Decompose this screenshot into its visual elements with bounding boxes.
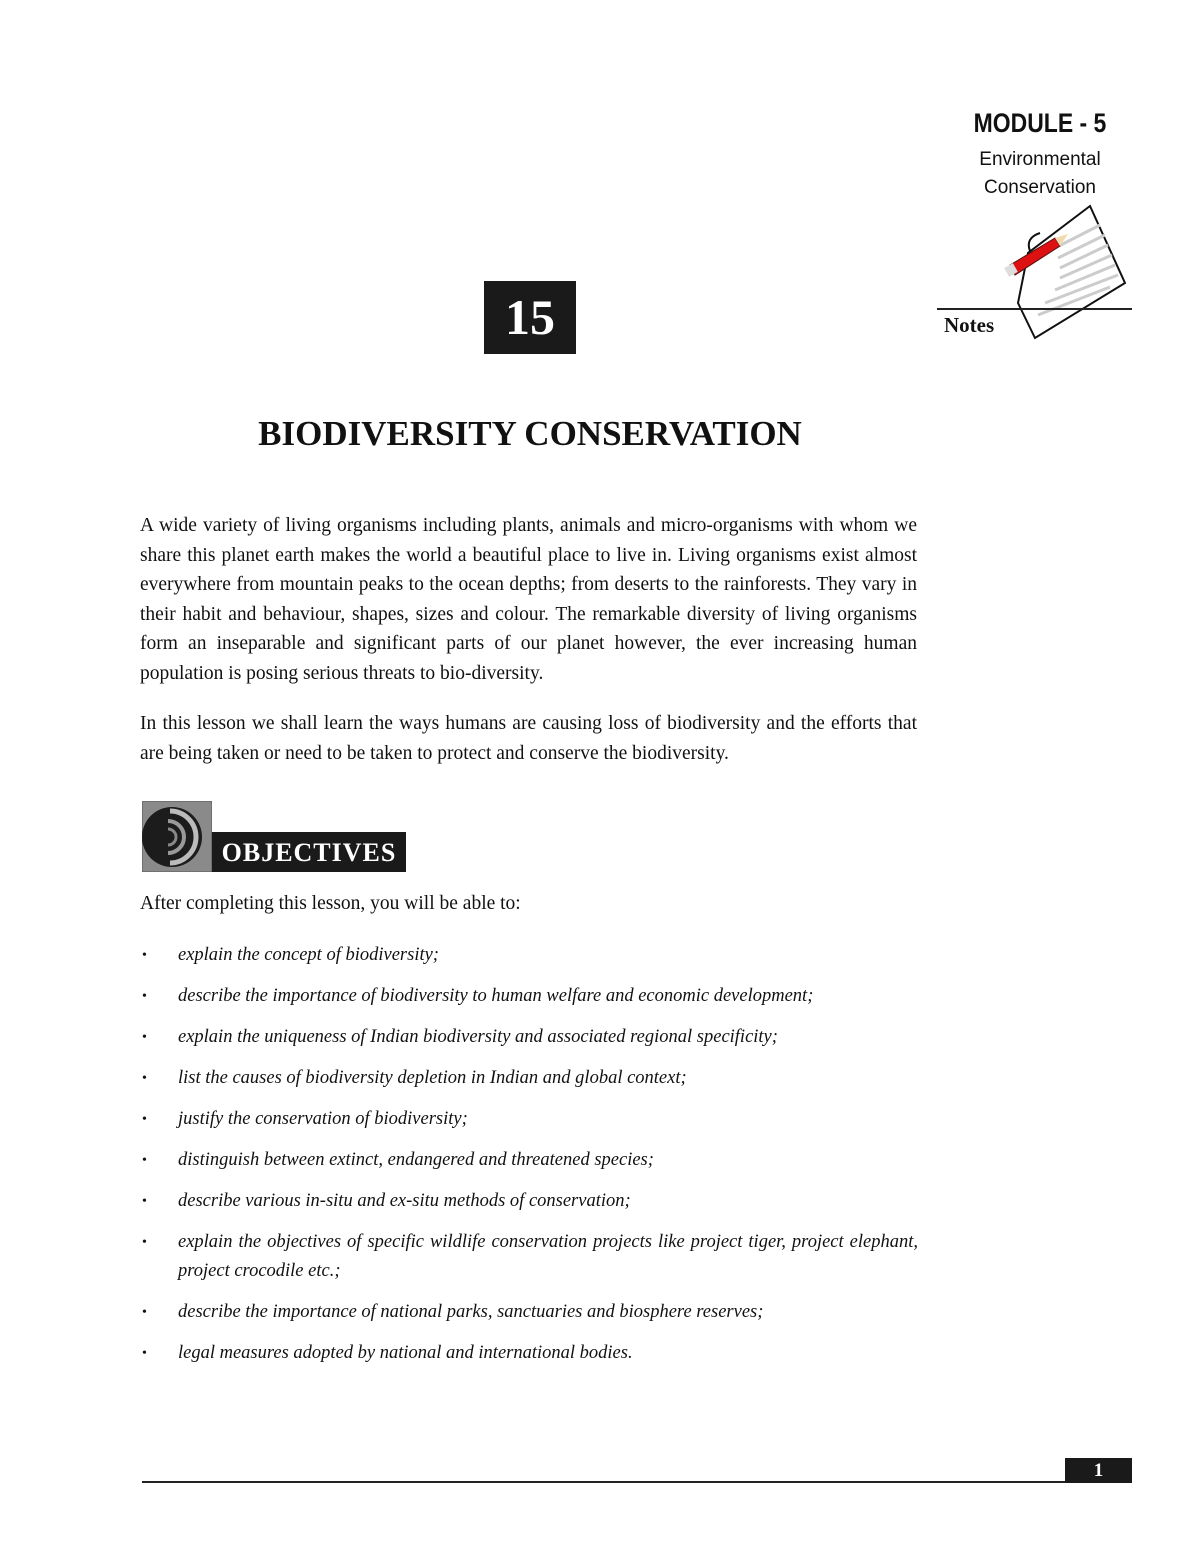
objective-item <box>140 1064 918 1093</box>
intro-paragraph: A wide variety of living organisms including plants, animals and micro-organisms with whom we share this planet earth makes the world a beautiful place to live in. Living organisms exist almost everywhere from mountain peaks to the ocean depths; from deserts to the rainforests. They vary in their habit and behaviour, shapes, sizes and colour. The remarkable diversity of living organisms form an inseparable and significant parts of our planet however, the ever increasing human population is posing serious threats to bio-diversity. <box>140 515 917 684</box>
objective-text: describe the importance of biodiversity to human welfare and economic development; <box>178 986 814 1006</box>
bullet-icon: • <box>142 1030 147 1045</box>
bullet-icon: • <box>142 1153 147 1168</box>
objective-text: describe the importance of national parks, sanctuaries and biosphere reserves; <box>178 1302 764 1322</box>
bullet-icon: • <box>142 948 147 963</box>
objective-text: list the causes of biodiversity depletion in Indian and global context; <box>178 1068 687 1088</box>
module-subtitle-line1: Environmental <box>979 149 1101 170</box>
module-subtitle-line2: Conservation <box>984 177 1096 198</box>
objectives-heading: OBJECTIVES <box>212 832 406 872</box>
bullet-icon: • <box>142 1112 147 1127</box>
objective-item <box>140 1023 918 1052</box>
module-label: MODULE - 5 <box>973 108 1107 138</box>
bullet-icon: • <box>142 1235 147 1250</box>
objective-item <box>140 1339 918 1368</box>
bullet-icon: • <box>142 1346 147 1361</box>
bullet-icon: • <box>142 1305 147 1320</box>
page-title: BIODIVERSITY CONSERVATION <box>258 414 802 453</box>
notes-divider <box>937 308 1132 310</box>
objective-text: explain the concept of biodiversity; <box>178 945 439 965</box>
objective-text: describe various in-situ and ex-situ methods of conservation; <box>178 1191 631 1211</box>
objective-item <box>140 941 918 970</box>
objective-text: legal measures adopted by national and international bodies. <box>178 1343 633 1363</box>
objective-text: explain the uniqueness of Indian biodiversity and associated regional specificity; <box>178 1027 778 1047</box>
objectives-list <box>140 941 918 1380</box>
objectives-target-icon <box>142 801 212 872</box>
notes-label: Notes <box>944 313 995 337</box>
footer-divider <box>142 1481 1065 1483</box>
objective-item <box>140 1228 918 1286</box>
page-number: 1 <box>1065 1458 1132 1483</box>
notepad-pencil-icon <box>1000 203 1130 343</box>
bullet-icon: • <box>142 1071 147 1086</box>
objective-item <box>140 1187 918 1216</box>
bullet-icon: • <box>142 989 147 1004</box>
chapter-number: 15 <box>484 281 576 354</box>
objective-text: explain the objectives of specific wildlife conservation projects like project tiger, project elephant, project crocodile etc.; <box>178 1232 918 1281</box>
objective-text: justify the conservation of biodiversity; <box>178 1109 468 1129</box>
objective-text: distinguish between extinct, endangered and threatened species; <box>178 1150 654 1170</box>
bullet-icon: • <box>142 1194 147 1209</box>
objective-item <box>140 1146 918 1175</box>
objectives-intro: After completing this lesson, you will be able to: <box>140 893 521 914</box>
objective-item <box>140 1105 918 1134</box>
lesson-paragraph: In this lesson we shall learn the ways humans are causing loss of biodiversity and the efforts that are being taken or need to be taken to protect and conserve the biodiversity. <box>140 713 917 764</box>
objective-item <box>140 982 918 1011</box>
module-subtitle <box>940 146 1140 202</box>
objective-item <box>140 1298 918 1327</box>
